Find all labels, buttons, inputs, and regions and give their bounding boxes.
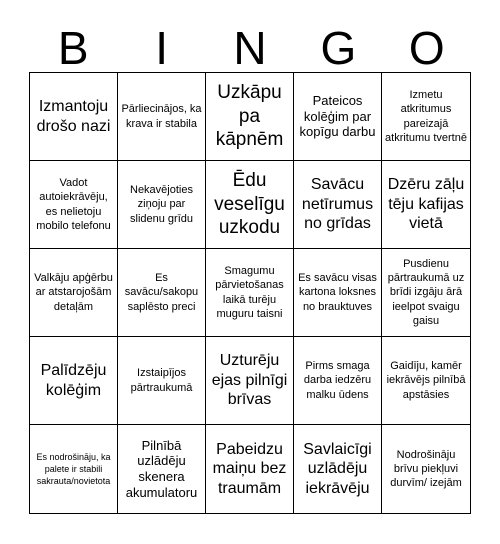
bingo-cell[interactable]: Pateicos kolēģim par kopīgu darbu (294, 73, 382, 161)
bingo-cell[interactable]: Es savācu/sakopu saplēsto preci (118, 249, 206, 337)
bingo-cell[interactable]: Vadot autoiekrāvēju, es nelietoju mobilo telefonu (30, 161, 118, 249)
bingo-cell[interactable]: Valkāju apģērbu ar atstarojošām detaļām (30, 249, 118, 337)
bingo-cell[interactable]: Pilnībā uzlādēju skenera akumulatoru (118, 425, 206, 513)
bingo-cell[interactable]: Savācu netīrumus no grīdas (294, 161, 382, 249)
header-letter-i: I (155, 22, 168, 74)
bingo-cell[interactable]: Uzturēju ejas pilnīgi brīvas (206, 337, 294, 425)
bingo-board (29, 72, 471, 514)
bingo-cell[interactable]: Izmetu atkritumus pareizajā atkritumu tvertnē (382, 73, 470, 161)
bingo-cell[interactable]: Palīdzēju kolēģim (30, 337, 118, 425)
header-letter-o: O (408, 22, 445, 74)
header-letter-n: N (233, 22, 267, 74)
bingo-cell[interactable]: Es savācu visas kartona loksnes no brauktuves (294, 249, 382, 337)
bingo-cell[interactable]: Es nodrošināju, ka palete ir stabili sakrauta/novietota (30, 425, 118, 513)
bingo-cell[interactable]: Uzkāpu pa kāpnēm (206, 73, 294, 161)
bingo-cell[interactable]: Nekavējoties ziņoju par slidenu grīdu (118, 161, 206, 249)
bingo-cell[interactable]: Izstaipījos pārtraukumā (118, 337, 206, 425)
bingo-cell[interactable]: Nodrošināju brīvu piekļuvi durvīm/ izejām (390, 448, 462, 490)
bingo-cell[interactable]: Gaidīju, kamēr iekrāvējs pilnībā apstāsies (382, 337, 470, 425)
header-letter-b: B (57, 22, 89, 74)
bingo-cell[interactable]: Ēdu veselīgu uzkodu (206, 161, 294, 249)
bingo-cell[interactable]: Pusdienu pārtraukumā uz brīdi izgāju ārā ieelpot svaigu gaisu (382, 249, 470, 337)
bingo-header (29, 18, 471, 78)
bingo-cell[interactable]: Dzēru zāļu tēju kafijas vietā (382, 161, 470, 249)
bingo-cell[interactable]: Izmantoju drošo nazi (30, 73, 118, 161)
bingo-cell[interactable]: Smagumu pārvietošanas laikā turēju muguru taisni (206, 249, 294, 337)
bingo-cell[interactable]: Savlaicīgi uzlādēju iekrāvēju (294, 425, 382, 513)
header-letter-g: G (320, 22, 357, 74)
bingo-cell[interactable]: Pirms smaga darba iedzēru malku ūdens (294, 337, 382, 425)
bingo-cell[interactable]: Pabeidzu maiņu bez traumām (206, 425, 294, 513)
bingo-cell[interactable]: Pārliecinājos, ka krava ir stabila (118, 73, 206, 161)
